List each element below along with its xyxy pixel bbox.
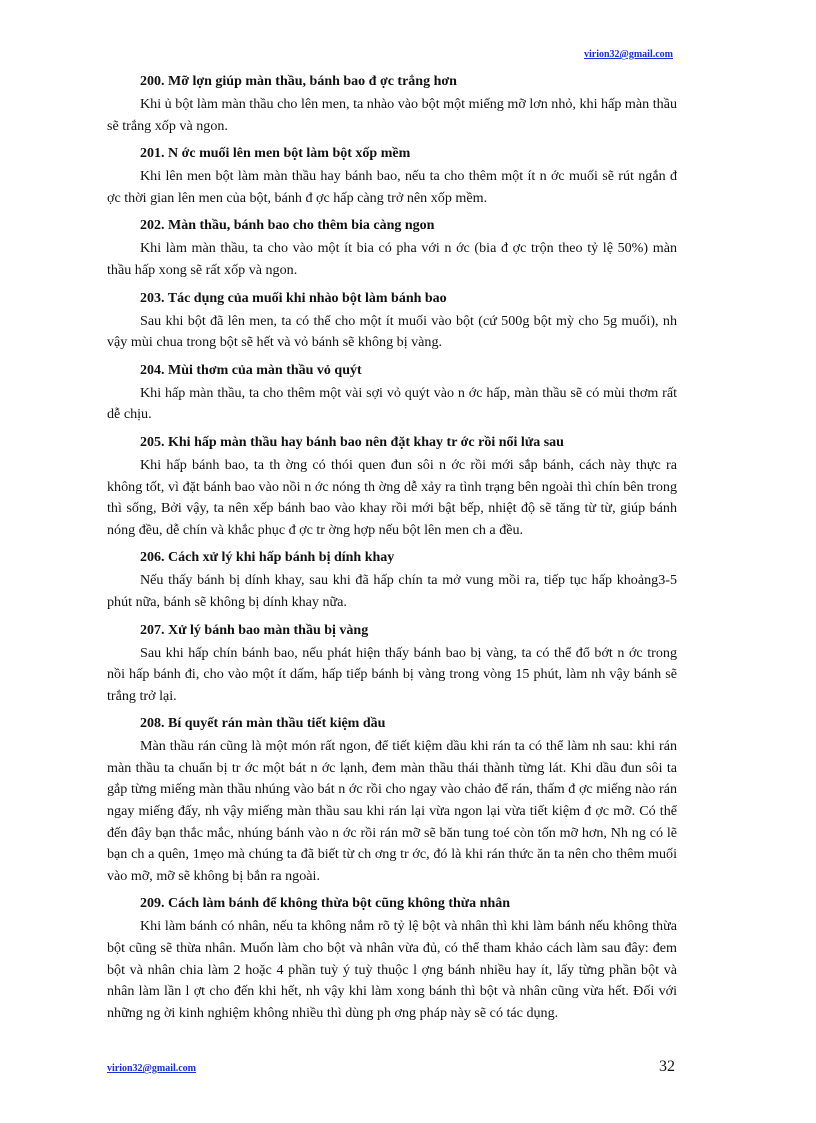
tip-heading: 209. Cách làm bánh để không thừa bột cũng không thừa nhân	[140, 896, 511, 912]
header-email-link[interactable]: virion32@gmail.com	[583, 49, 673, 60]
tip-heading: 200. Mỡ lợn giúp màn thầu, bánh bao đ ợc trắng hơn	[140, 74, 457, 89]
tip-body: Sau khi bột đã lên men, ta có thể cho một ít muối vào bột (cứ 500g bột mỳ cho 5g muối), nh vậy mùi chua trong bột sẽ hết và vỏ bánh sẽ không bị vàng.	[107, 312, 677, 351]
tip-heading: 207. Xử lý bánh bao màn thầu bị vàng	[140, 622, 369, 638]
tip-heading: 204. Mùi thơm của màn thầu vỏ quýt	[140, 362, 362, 378]
tip-body: Khi lên men bột làm màn thầu hay bánh bao, nếu ta cho thêm một ít n ớc muối sẽ rút ngắn đ ợc thời gian lên men của bột, bánh đ ợc hấp càng trở nên xốp mềm.	[107, 168, 677, 206]
tip-body: Khi ủ bột làm màn thầu cho lên men, ta nhào vào bột một miếng mỡ lơn nhỏ, khi hấp màn thầu sẽ trắng xốp và ngon.	[107, 96, 677, 134]
tip-section-204	[107, 361, 677, 426]
tip-section-205	[107, 433, 677, 541]
footer-email-link[interactable]: virion32@gmail.com	[107, 1063, 197, 1074]
tip-section-206	[107, 548, 677, 613]
tip-heading: 208. Bí quyết rán màn thầu tiết kiệm dầu	[140, 716, 386, 732]
tip-body: Nếu thấy bánh bị dính khay, sau khi đã hấp chín ta mở vung mồi ra, tiếp tục hấp khoảng3-5 phút nữa, bánh sẽ không bị dính khay nữa.	[107, 572, 677, 610]
tip-section-201	[107, 144, 677, 209]
tip-heading: 201. N ớc muối lên men bột làm bột xốp mềm	[140, 146, 411, 162]
tip-section-200	[107, 72, 677, 137]
page-number: 32	[659, 1058, 675, 1075]
tip-section-203	[107, 289, 677, 354]
tip-section-207	[107, 621, 677, 708]
tip-section-202	[107, 216, 677, 281]
tip-heading: 203. Tác dụng của muối khi nhào bột làm bánh bao	[140, 290, 447, 306]
tip-heading: 205. Khi hấp màn thầu hay bánh bao nên đặt khay tr ớc rồi nổi lửa sau	[140, 434, 564, 450]
tip-body: Khi hấp bánh bao, ta th ờng có thói quen đun sôi n ớc rồi mới sắp bánh, cách này thực ra không tốt, vì đặt bánh bao vào nồi n ớc nóng th ờng dễ xảy ra tình trạng bên ngoài thì chín bên trong thì sống, Bởi vậy, ta nên xếp bánh bao vào khay rồi mới bật bếp, nhiệt độ sẽ tăng từ từ, giúp bánh nóng đều, dễ chín và khắc phục đ ợc tr ờng hợp nếu bột lên men ch a đều.	[107, 456, 677, 538]
tip-section-208	[107, 714, 677, 887]
tip-section-209	[107, 894, 677, 1024]
tip-heading: 206. Cách xử lý khi hấp bánh bị dính khay	[140, 550, 395, 566]
tip-body: Khi làm bánh có nhân, nếu ta không nắm rõ tỷ lệ bột và nhân thì khi làm bánh nếu không thừa bột cũng sẽ thừa nhân. Muốn làm cho bột và nhân vừa đủ, có thể tham khảo cách làm sau đây: đem bột và nhân chia làm 2 hoặc 4 phần tuỳ ý tuỳ thuộc l ợng bánh nhiều hay ít, lấy từng phần bột và nhân làm lần l ợt cho đến khi hết, nh vậy khi làm xong bánh thì bột và nhân cũng vừa hết. Đối với những ng ời kinh nghiệm không nhiều thì dùng ph ơng pháp này sẽ có tác dụng.	[107, 918, 677, 1021]
tip-heading: 202. Màn thầu, bánh bao cho thêm bia càng ngon	[140, 218, 435, 234]
tip-body: Khi làm màn thầu, ta cho vào một ít bia có pha với n ớc (bia đ ợc trộn theo tỷ lệ 50%) màn thầu hấp xong sẽ rất xốp và ngon.	[107, 240, 677, 278]
tip-body: Khi hấp màn thầu, ta cho thêm một vài sợi vỏ quýt vào n ớc hấp, màn thầu sẽ có mùi thơm rất dễ chịu.	[107, 384, 677, 423]
page-content	[107, 72, 677, 1031]
tip-body: Sau khi hấp chín bánh bao, nếu phát hiện thấy bánh bao bị vàng, ta có thể đổ bớt n ớc trong nồi hấp bánh đi, cho vào một ít dấm, hấp tiếp bánh bị vàng trong vòng 15 phút, làm nh vậy bánh sẽ trắng trở lại.	[107, 644, 677, 704]
tip-body: Màn thầu rán cũng là một món rất ngon, để tiết kiệm dầu khi rán ta có thể làm nh sau: khi rán màn thầu ta chuẩn bị tr ớc một bát n ớc lạnh, đem màn thầu thái thành từng lát. Khi dầu đun sôi ta gắp từng miếng màn thầu nhúng vào bát n ớc rồi cho ngay vào chảo để rán, thấm đ ợc miếng nào rán ngay miếng đấy, nh vậy miếng màn thầu sau khi rán lại vừa ngon lại vừa tiết kiệm đ ợc mỡ. Có thể đến đây bạn thắc mắc, nhúng bánh vào n ớc rồi rán mỡ sẽ băn tung toé còn tốn mỡ hơn, Nh ng có lẽ bạn ch a quên, 1mẹo mà chúng ta đã biết từ ch ơng tr ớc, đó là khi rán thức ăn ta nên cho thêm muối vào mỡ, mỡ sẽ không bị bắn ra ngoài.	[107, 738, 677, 884]
